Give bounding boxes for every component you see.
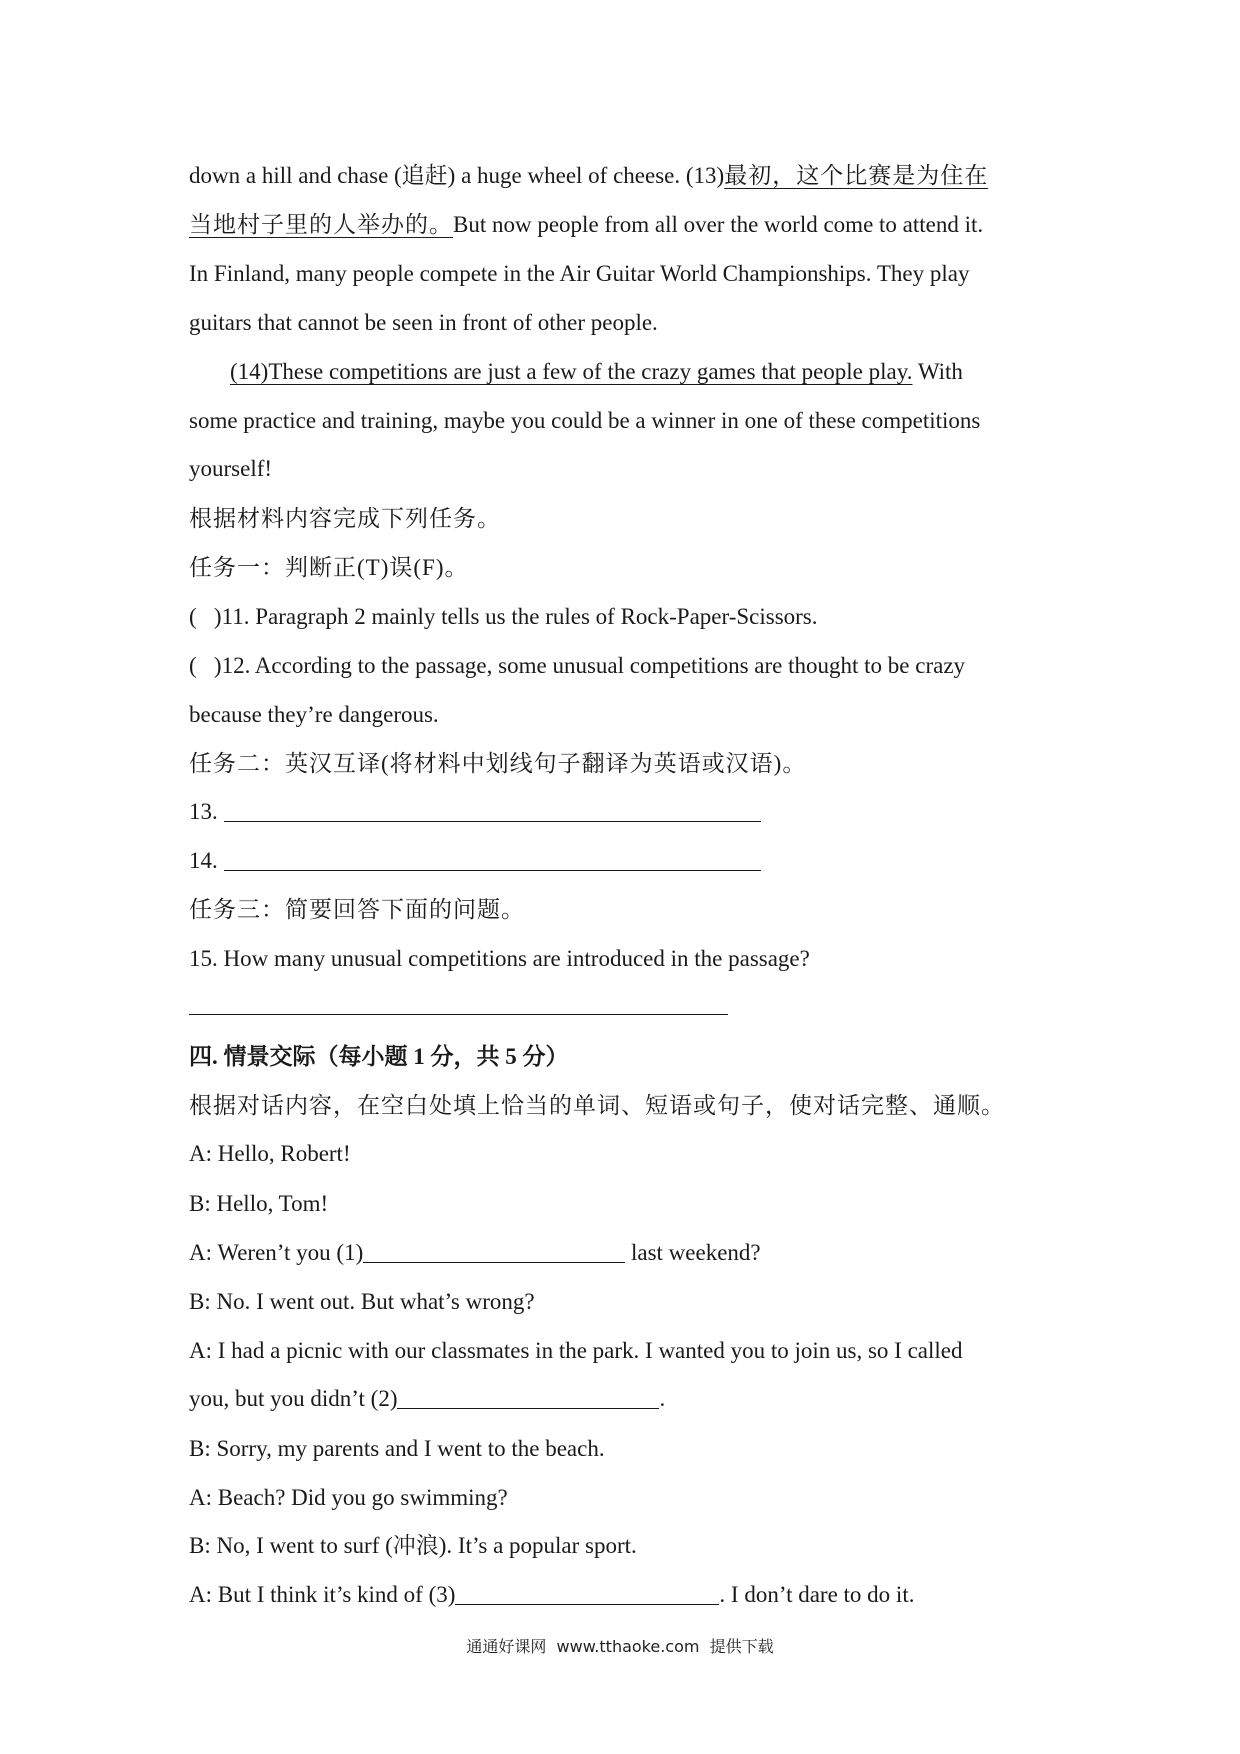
question-13	[189, 797, 761, 827]
dialogue-text: A: But I think it’s kind of (3)	[189, 1582, 456, 1607]
underlined-sentence-14: (14)These competitions are just a few of the crazy games that people play.	[230, 359, 913, 384]
task-1-title: 任务一：判断正(T)误(F)。	[189, 555, 469, 580]
underlined-sentence-13-cont: 当地村子里的人举办的。	[189, 212, 453, 237]
dialogue-line-1: A: Hello, Robert!	[189, 1141, 351, 1166]
section-4-instruction: 根据对话内容，在空白处填上恰当的单词、短语或句子，使对话完整、通顺。	[189, 1093, 1005, 1118]
passage-text: With	[912, 359, 963, 384]
passage-line-6: some practice and training, maybe you could be a winner in one of these competitions	[189, 408, 981, 433]
passage-line-7: yourself!	[189, 456, 273, 481]
dialogue-text: you, but you didn’t (2)	[189, 1386, 398, 1411]
tasks-instruction: 根据材料内容完成下列任务。	[189, 506, 501, 531]
underlined-sentence-13: 最初，这个比赛是为住在	[724, 163, 989, 188]
answer-blank-14	[224, 848, 761, 871]
dialogue-blank-1	[363, 1240, 625, 1263]
dialogue-text: .	[659, 1386, 666, 1411]
dialogue-line-3	[189, 1238, 761, 1268]
question-12-line-1: ( )12. According to the passage, some unusual competitions are thought to be crazy	[189, 653, 966, 678]
question-11: ( )11. Paragraph 2 mainly tells us the rules of Rock-Paper-Scissors.	[189, 604, 818, 629]
dialogue-blank-3	[455, 1582, 719, 1605]
dialogue-line-9: B: No, I went to surf (冲浪). It’s a popular sport.	[189, 1533, 637, 1558]
dialogue-line-6	[189, 1384, 665, 1414]
page-footer: 通通好课网 www.tthaoke.com 提供下载	[466, 1637, 774, 1656]
dialogue-line-2: B: Hello, Tom!	[189, 1191, 329, 1216]
dialogue-blank-2	[397, 1386, 659, 1409]
task-2-title: 任务二：英汉互译(将材料中划线句子翻译为英语或汉语)。	[189, 751, 807, 776]
question-15-answer	[189, 990, 728, 1020]
dialogue-line-8: A: Beach? Did you go swimming?	[189, 1485, 508, 1510]
question-13-number: 13.	[189, 799, 224, 824]
question-12-line-2: because they’re dangerous.	[189, 702, 439, 727]
question-14-number: 14.	[189, 848, 224, 873]
passage-line-2	[189, 210, 983, 240]
passage-line-1	[189, 161, 988, 191]
dialogue-line-5: A: I had a picnic with our classmates in the park. I wanted you to join us, so I called	[189, 1338, 963, 1363]
dialogue-line-7: B: Sorry, my parents and I went to the beach.	[189, 1436, 605, 1461]
passage-line-4: guitars that cannot be seen in front of other people.	[189, 310, 658, 335]
passage-text: But now people from all over the world come to attend it.	[453, 212, 984, 237]
answer-blank-13	[224, 799, 761, 822]
answer-blank-15	[189, 992, 728, 1015]
dialogue-text: A: Weren’t you (1)	[189, 1240, 364, 1265]
task-3-title: 任务三：简要回答下面的问题。	[189, 897, 525, 922]
question-15: 15. How many unusual competitions are introduced in the passage?	[189, 946, 810, 971]
dialogue-text: . I don’t dare to do it.	[719, 1582, 915, 1607]
passage-line-5	[230, 357, 963, 387]
passage-line-3: In Finland, many people compete in the Air Guitar World Championships. They play	[189, 261, 970, 286]
question-14	[189, 846, 761, 876]
dialogue-line-4: B: No. I went out. But what’s wrong?	[189, 1289, 535, 1314]
section-4-heading: 四. 情景交际（每小题 1 分，共 5 分）	[189, 1044, 569, 1069]
dialogue-line-10	[189, 1580, 914, 1610]
passage-text: down a hill and chase (追赶) a huge wheel of cheese. (13)	[189, 163, 725, 188]
dialogue-text: last weekend?	[625, 1240, 761, 1265]
